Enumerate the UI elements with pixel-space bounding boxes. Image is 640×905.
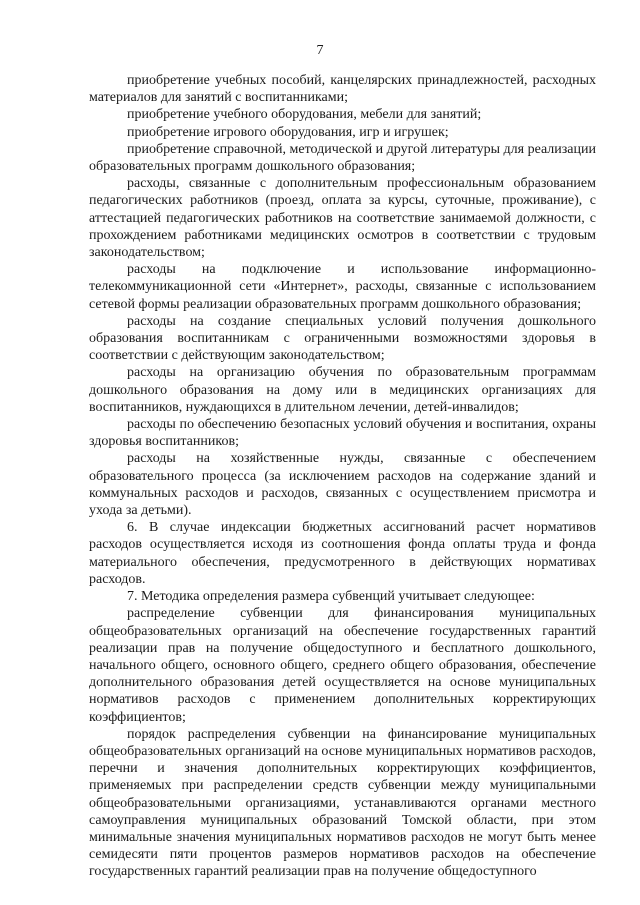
paragraph: расходы на организацию обучения по образовательным программам дошкольного образования на дому или в медицинских организациях для воспитанников, нуждающихся в длительном лечении, детей-инвалидов; (89, 365, 596, 415)
numbered-paragraph: 6. В случае индексации бюджетных ассигнований расчет нормативов расходов осуществляется исходя из соотношения фонда оплаты труда и фонда материального обеспечения, предусмотренного в действующих нормативах расходов. (89, 520, 596, 587)
document-body (89, 72, 596, 881)
paragraph: распределение субвенции для финансирования муниципальных общеобразовательных организаций на обеспечение государственных гарантий реализации прав на получение общедоступного и бесплатного дошкольного, начального общего, основного общего, среднего общего образования, обеспечение дополнительного образования детей осуществляется на основе муниципальных нормативов расходов с применением дополнительных корректирующих коэффициентов; (89, 606, 596, 725)
paragraph: приобретение справочной, методической и другой литературы для реализации образовательных программ дошкольного образования; (89, 141, 596, 175)
paragraph: расходы, связанные с дополнительным профессиональным образованием педагогических работников (проезд, оплата за курсы, суточные, проживание), с аттестацией педагогических работников на соответствие занимаемой должности, с прохождением работниками медицинских осмотров в соответствии с трудовым законодательством; (89, 176, 596, 261)
paragraph: расходы на создание специальных условий получения дошкольного образования воспитанникам с ограниченными возможностями здоровья в соответствии с действующим законодательством; (89, 313, 596, 364)
paragraph: порядок распределения субвенции на финансирование муниципальных общеобразовательных организаций на основе муниципальных нормативов расходов, перечни и значения дополнительных корректирующих коэффициентов, применяемых при распределении средств субвенции между муниципальными общеобразовательными организациями, устанавливаются органами местного самоуправления муниципальных образований Томской области, при этом минимальные значения муниципальных нормативов расходов не могут быть менее семидесяти пяти процентов размеров нормативов расходов на обеспечение государственных гарантий реализации прав на получение общедоступного (89, 726, 596, 880)
paragraph: приобретение игрового оборудования, игр и игрушек; (127, 124, 449, 140)
paragraph: приобретение учебного оборудования, мебели для занятий; (127, 107, 482, 123)
page-number: 7 (316, 43, 324, 58)
paragraph: приобретение учебных пособий, канцелярских принадлежностей, расходных материалов для занятий с воспитанниками; (89, 73, 596, 106)
paragraph: расходы на подключение и использование информационно-телекоммуникационной сети «Интернет», расходы, связанные с использованием сетевой формы реализации образовательных программ дошкольного образования; (89, 262, 596, 312)
paragraph: расходы по обеспечению безопасных условий обучения и воспитания, охраны здоровья воспитанников; (89, 417, 596, 450)
paragraph: расходы на хозяйственные нужды, связанные с обеспечением образовательного процесса (за исключением расходов на содержание зданий и коммунальных расходов и расходов, связанных с осуществлением присмотра и ухода за детьми). (89, 451, 596, 519)
numbered-paragraph: 7. Методика определения размера субвенций учитывает следующее: (127, 589, 535, 605)
